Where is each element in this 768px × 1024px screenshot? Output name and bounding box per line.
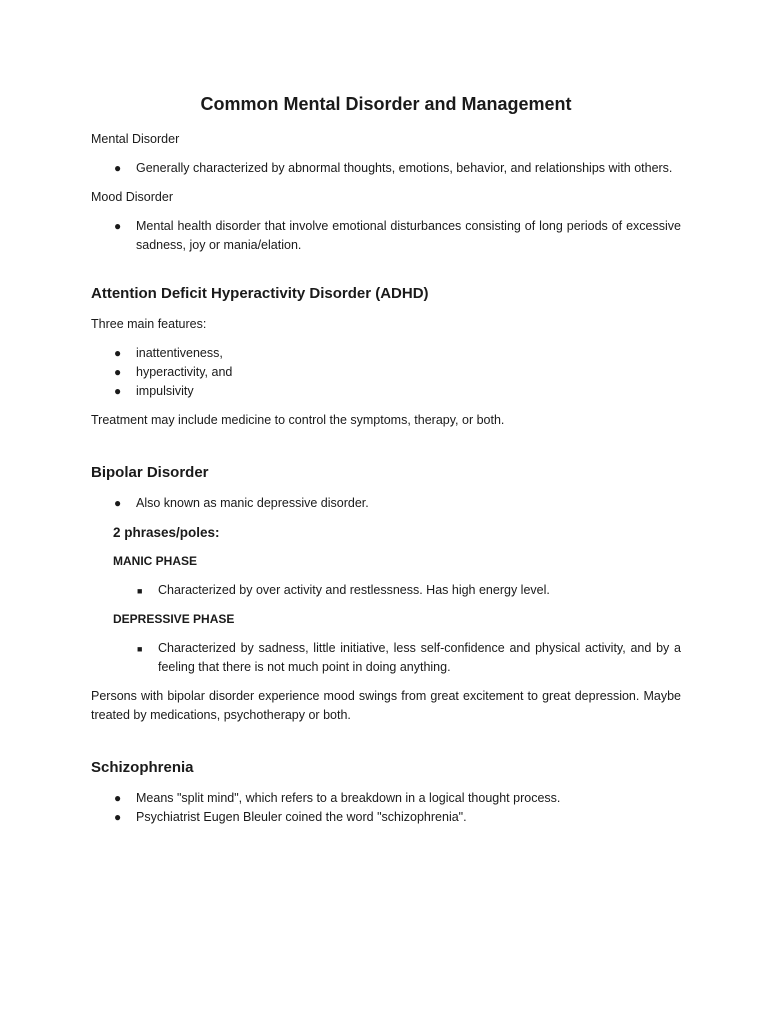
mood-disorder-list [91,217,681,255]
adhd-lead: Three main features: [91,317,207,331]
list-item-text: Also known as manic depressive disorder. [136,496,369,510]
bullet-icon: ● [114,496,122,510]
square-bullet-icon: ■ [137,644,143,654]
list-item [91,789,681,808]
bipolar-summary: Persons with bipolar disorder experience mood swings from great excitement to great depression. Maybe treated by medications, psychotherapy or both. [91,689,681,722]
list-item-text: Psychiatrist Eugen Bleuler coined the word "schizophrenia". [136,810,467,824]
list-item-text: hyperactivity, and [136,365,233,379]
manic-phase-label: MANIC PHASE [113,554,198,568]
list-item-text: Characterized by over activity and restlessness. Has high energy level. [158,583,550,597]
bipolar-aka-list [91,494,681,513]
bullet-icon: ● [114,365,122,379]
list-item [91,808,681,827]
manic-phase-list [91,581,681,600]
list-item [91,344,681,363]
adhd-features-list [91,344,681,401]
list-item-text: impulsivity [136,384,194,398]
bullet-icon: ● [114,346,122,360]
bipolar-phases-label: 2 phrases/poles: [113,525,220,540]
list-item [91,382,681,401]
mood-disorder-label: Mood Disorder [91,190,173,204]
list-item [91,159,681,178]
document-body [91,92,681,837]
schizophrenia-list [91,789,681,827]
bipolar-heading: Bipolar Disorder [91,464,209,481]
bullet-icon: ● [114,219,122,233]
square-bullet-icon: ■ [137,586,143,596]
adhd-heading: Attention Deficit Hyperactivity Disorder (ADHD) [91,285,429,302]
bullet-icon: ● [114,791,122,805]
mental-disorder-list [91,159,681,178]
bullet-icon: ● [114,384,122,398]
page-title: Common Mental Disorder and Management [200,94,572,114]
list-item-text: Mental health disorder that involve emotional disturbances consisting of long periods of excessive sadness, joy or mania/elation. [136,219,681,252]
list-item-text: Generally characterized by abnormal thoughts, emotions, behavior, and relationships with others. [136,161,673,175]
list-item-text: Characterized by sadness, little initiative, less self-confidence and physical activity, and by a feeling that there is not much point in doing anything. [158,641,681,674]
mental-disorder-label: Mental Disorder [91,132,180,146]
depressive-phase-list [91,639,681,677]
list-item [91,639,681,677]
list-item [91,494,681,513]
bullet-icon: ● [114,810,122,824]
list-item-text: inattentiveness, [136,346,223,360]
list-item [91,363,681,382]
list-item [91,581,681,600]
list-item [91,217,681,255]
depressive-phase-label: DEPRESSIVE PHASE [113,612,235,626]
adhd-treatment: Treatment may include medicine to control the symptoms, therapy, or both. [91,413,505,427]
bullet-icon: ● [114,161,122,175]
list-item-text: Means "split mind", which refers to a breakdown in a logical thought process. [136,791,561,805]
schizophrenia-heading: Schizophrenia [91,759,194,776]
